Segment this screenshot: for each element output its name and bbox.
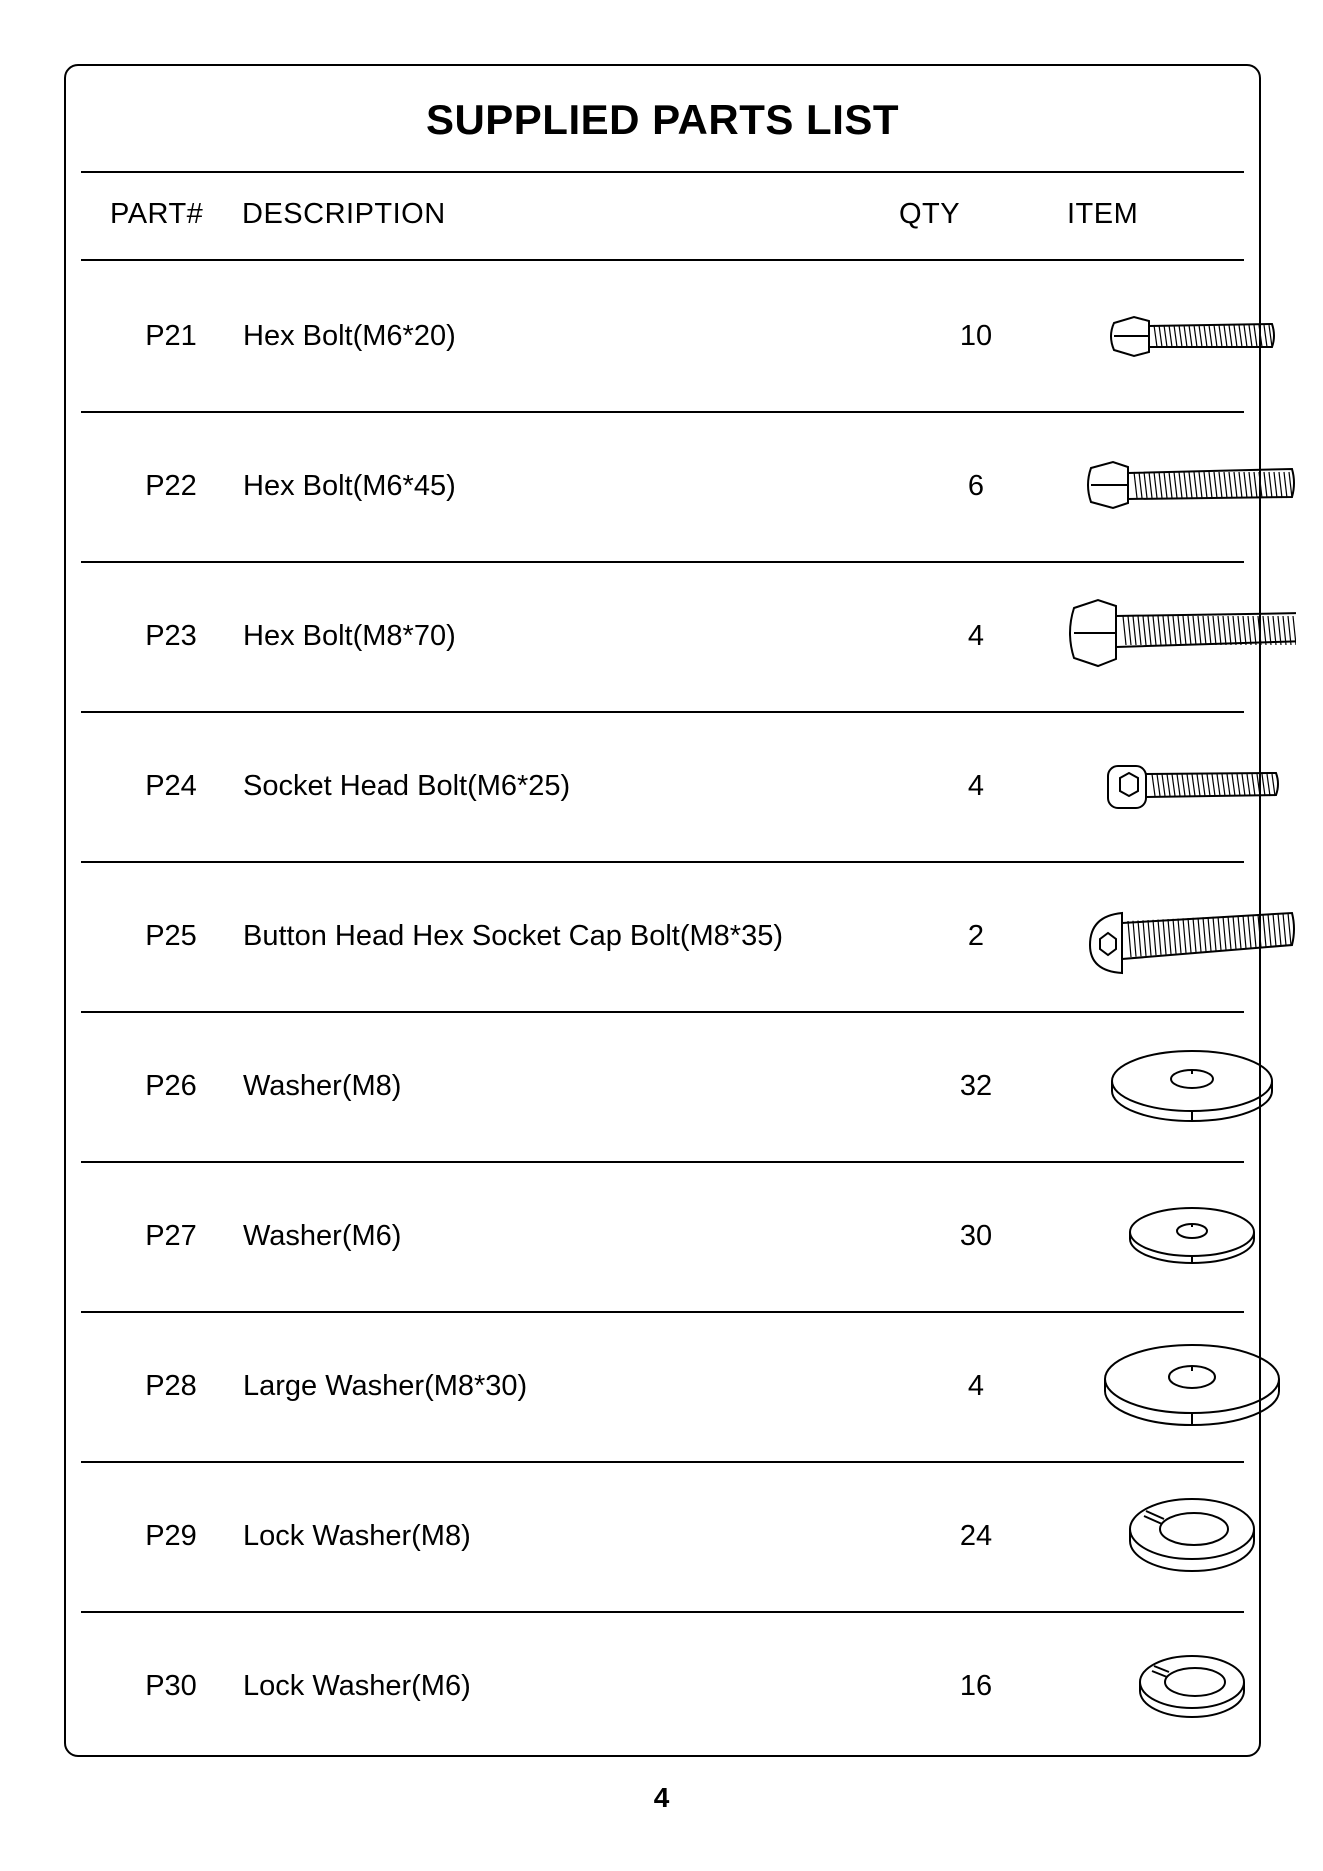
part-description: Button Head Hex Socket Cap Bolt(M8*35) xyxy=(243,920,783,952)
part-quantity: 30 xyxy=(959,1220,993,1252)
part-quantity: 6 xyxy=(967,470,985,502)
header-description: DESCRIPTION xyxy=(242,198,446,230)
part-number: P29 xyxy=(145,1520,197,1552)
part-quantity: 4 xyxy=(967,620,985,652)
part-description: Socket Head Bolt(M6*25) xyxy=(243,770,571,802)
part-description: Hex Bolt(M6*45) xyxy=(243,470,456,502)
hex-bolt-short-icon xyxy=(996,261,1296,411)
page-number: 4 xyxy=(653,1782,670,1813)
part-number: P24 xyxy=(145,770,197,802)
table-row xyxy=(81,1161,1244,1311)
part-number: P30 xyxy=(145,1670,197,1702)
lock-washer-m8-icon xyxy=(996,1461,1296,1611)
part-number: P22 xyxy=(145,470,197,502)
table-row xyxy=(81,561,1244,711)
table-row xyxy=(81,411,1244,561)
part-description: Lock Washer(M6) xyxy=(243,1670,471,1702)
part-number: P23 xyxy=(145,620,197,652)
table-row xyxy=(81,1011,1244,1161)
page-title: SUPPLIED PARTS LIST xyxy=(425,96,900,143)
part-quantity: 4 xyxy=(967,1370,985,1402)
hex-bolt-long-icon xyxy=(996,561,1296,711)
table-row xyxy=(81,711,1244,861)
part-quantity: 2 xyxy=(967,920,985,952)
part-quantity: 16 xyxy=(959,1670,993,1702)
header-part: PART# xyxy=(110,198,204,230)
part-description: Washer(M8) xyxy=(243,1070,402,1102)
part-quantity: 32 xyxy=(959,1070,993,1102)
button-head-bolt-icon xyxy=(996,861,1296,1011)
washer-m6-icon xyxy=(996,1161,1296,1311)
table-row xyxy=(81,261,1244,411)
hex-bolt-medium-icon xyxy=(996,411,1296,561)
part-description: Hex Bolt(M6*20) xyxy=(243,320,456,352)
lock-washer-m6-icon xyxy=(996,1611,1296,1761)
part-number: P25 xyxy=(145,920,197,952)
part-number: P21 xyxy=(145,320,197,352)
part-number: P28 xyxy=(145,1370,197,1402)
parts-list-frame xyxy=(64,64,1261,1757)
table-row xyxy=(81,1311,1244,1461)
part-description: Washer(M6) xyxy=(243,1220,402,1252)
divider xyxy=(81,171,1244,173)
part-number: P26 xyxy=(145,1070,197,1102)
part-quantity: 10 xyxy=(959,320,993,352)
socket-head-bolt-icon xyxy=(996,711,1296,861)
large-washer-icon xyxy=(996,1311,1296,1461)
part-description: Large Washer(M8*30) xyxy=(243,1370,528,1402)
header-qty: QTY xyxy=(899,198,961,230)
washer-m8-icon xyxy=(996,1011,1296,1161)
header-item: ITEM xyxy=(1067,198,1139,230)
part-number: P27 xyxy=(145,1220,197,1252)
part-quantity: 24 xyxy=(959,1520,993,1552)
part-description: Lock Washer(M8) xyxy=(243,1520,471,1552)
table-row xyxy=(81,1611,1244,1761)
table-row xyxy=(81,861,1244,1011)
part-quantity: 4 xyxy=(967,770,985,802)
table-row xyxy=(81,1461,1244,1611)
part-description: Hex Bolt(M8*70) xyxy=(243,620,456,652)
